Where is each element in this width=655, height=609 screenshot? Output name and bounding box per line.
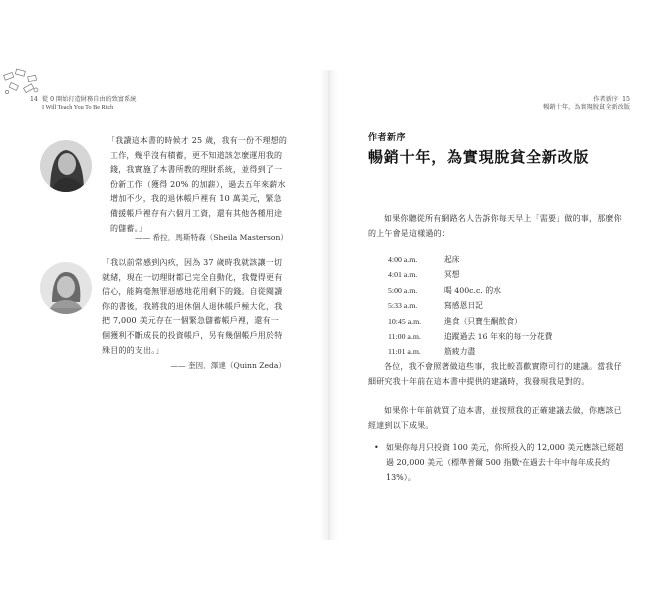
bullet-text: 如果你每月只投資 100 美元，你所投入的 12,000 美元應該已經超過 20,000 美元（標準普爾 500 指數*在過去十年中每年成長約 13%）。 [386, 443, 624, 482]
paragraph-2: 各位，我不會照著做這些事，我比較喜歡實際可行的建議。當我仔細研究我十年前在這本書中提供的建議時，我發現我是對的。 [368, 362, 622, 386]
right-page-number: 15 [622, 96, 630, 103]
testimonial-attribution-1: —— 希拉．馬斯特森（Sheila Masterson） [134, 233, 288, 242]
paragraph-3: 如果你十年前就買了這本書，並按照我的正確建議去做，你應該已經達到以下成果。 [368, 406, 622, 430]
section-title: 暢銷十年，為實現脫貧全新改版 [368, 148, 590, 166]
section-label: 作者新序 [368, 133, 407, 143]
intro-paragraph: 如果你聽從所有網路名人告訴你每天早上「需要」做的事，那麼你的上午會是這樣過的： [368, 214, 622, 238]
book-gutter [320, 70, 338, 540]
right-header-section: 作者新序 [593, 96, 618, 103]
bullet-marker: • [374, 443, 379, 452]
book-spread: 14 從 0 開始打造財務自由的致富系統 I Will Teach You To Be Rich 作者新序 15 暢銷十年，為實現脫貧全新改版 「我讀這本書的時候才 25 歲，我有一份不理想的工作，幾乎沒有積蓄，更不知道該怎麼運用我的錢，我實施了本書所教的理財系統，並得到了一份新工作（獲得 20% 的加薪），過去五年來薪水增加不少，我的退休帳戶裡有 10 萬美元，緊急備援帳戶裡存有六個月工資，還有其他各種用途的儲蓄。」 —— 希拉．馬斯特森（Sheila Masterson） 「我以前常感到內疚，因為 37 歲時我就該讓一切就緒，現在一切理財都已完全自動化，我覺得更有信心，能夠毫無罪惡感地花用剩下的錢。自從閱讀你的書後，我將我的退休個人退休帳戶極大化，我把 7,000 美元存在一個緊急儲蓄帳戶裡，還有一個獲利不斷成長的投資帳戶，另有幾個帳戶用於特殊目的的支出。」 —— 奎因．澤達（Quinn Zeda） 作者新序 暢銷十年，為實現脫貧全新改版 如果你聽從所有網路名人告訴你每天早上「需要」做的事，那麼你的上午會是這樣過的： 4:00 a.m. 起床 4:01 a.m. 冥想 5:00 a.m. 喝 400c.c. 的水 5:33 a.m. 寫感恩日記 10:45 a.m. 進食（只寶生酮飲食） 11:00 a.m. 追蹤過去 16 年來的每一分花費 11:01 a.m. 筋疲力盡 各位，我不會照著做這些事，我比較喜歡實際可行的建議。當我仔細研究我十年前在這本書中提供的建議時，我發現我是對的。 如果你十年前就買了這本書，並按照我的正確建議去做，你應該已經達到以下成果。 • 如果你每月只投資 100 美元，你所投入的 12,000 美元應該已經超過 20,000 美元（標準普爾 500 指數*在過去十年中每年成長約 13%）。 [0, 0, 655, 609]
testimonial-quote-2 [40, 256, 286, 358]
testimonial-quote-2-text: 「我以前常感到內疚，因為 37 歲時我就該讓一切就緒，現在一切理財都已完全自動化，我覺得更有信心，能夠毫無罪惡感地花用剩下的錢。自從閱讀你的書後，我將我的退休個人退休帳戶極大化，我把 7,000 美元存在一個緊急儲蓄帳戶裡，還有一個獲利不斷成長的投資帳戶，另有幾個帳戶用於特殊目的的支出。」 [102, 258, 283, 355]
money-doodle-icon [2, 68, 42, 98]
left-page-number: 14 [30, 96, 38, 103]
left-header-title: 從 0 開始打造財務自由的致富系統 [42, 96, 137, 103]
avatar-sheila [40, 140, 92, 192]
testimonial-quote-1: 「我讀這本書的時候才 25 歲，我有一份不理想的工作，幾乎沒有積蓄，更不知道該怎麼運用我的錢，我實施了本書所教的理財系統，並得到了一份新工作（獲得 20% 的加薪），過去五年來薪水增加不少，我的退休帳戶裡有 10 萬美元，緊急備援帳戶裡存有六個月工資，還有其他各種用途的儲蓄。」 [107, 136, 288, 233]
right-header-subtitle: 暢銷十年，為實現脫貧全新改版 [543, 104, 630, 111]
left-header-title-en: I Will Teach You To Be Rich [42, 104, 114, 111]
testimonial-attribution-2: —— 奎因．澤達（Quinn Zeda） [170, 361, 286, 370]
